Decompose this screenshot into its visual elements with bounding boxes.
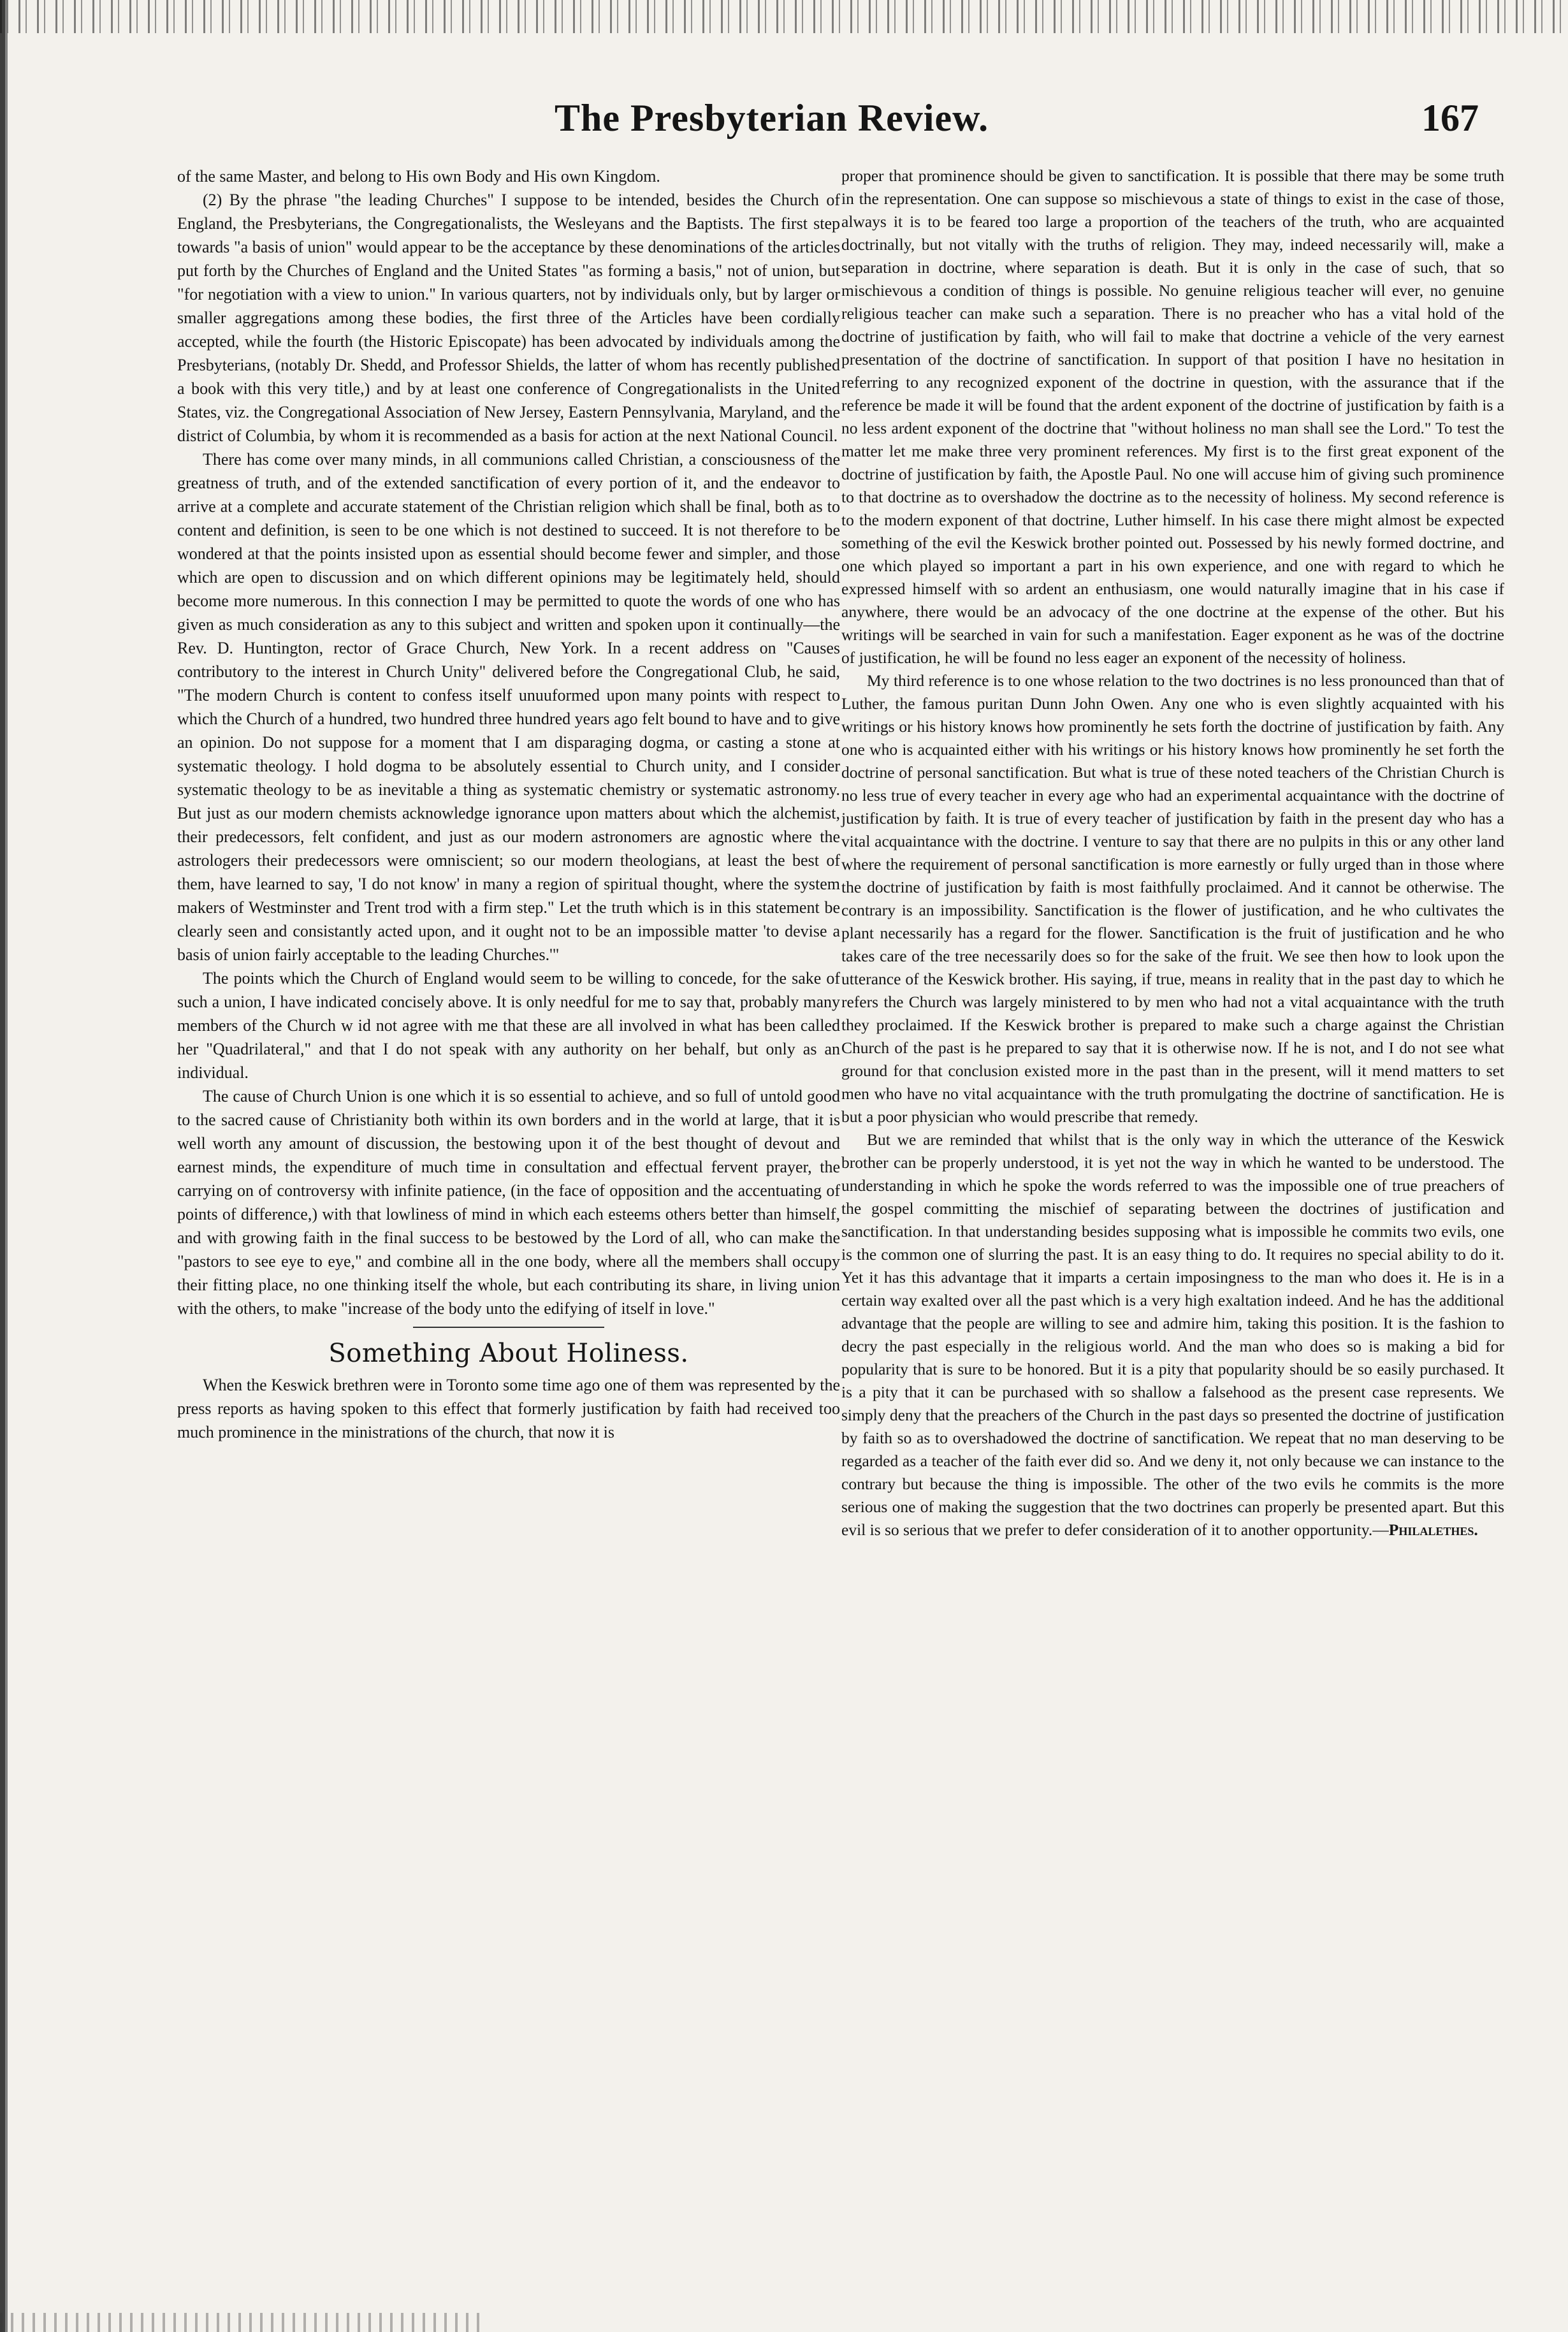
scan-edge-left [0, 0, 13, 2332]
paragraph-text: But we are reminded that whilst that is the only way in which the utterance of the Keswick brother can be properly understood, it is yet not the way in which he wanted to be understood. The understanding in which he spoke the words referred to was the impossible one of true preachers of the gospel committing the mischief of separating between the doctrines of justification and sanctification. In that understanding besides supposing what is impossible he commits two evils, one is the common one of slurring the past. It is an easy thing to do. It requires no special ability to do it. Yet it has this advantage that it imparts a certain imposingness to the man who does it. He is in a certain way exalted over all the past which is a very high exaltation indeed. And he has the additional advantage that the people are willing to see and admire him, taking this position. It is the fashion to decry the past especially in the religious world. And the man who does so is making a bid for popularity that is sure to be honored. But it is a pity that popularity should be so easily purchased. It is a pity that it can be purchased with so shallow a falsehood as the present case represents. We simply deny that the preachers of the Church in the past days so presented the doctrine of justification by faith so as to overshadowed the doctrine of sanctification. We repeat that no man deserving to be regarded as a teacher of the faith ever did so. And we deny it, not only because we can instance to the contrary but because the thing is impossible. The other of the two evils he commits is the more serious one of making the suggestion that the two doctrines can properly be presented apart. But this evil is so serious that we prefer to defer consideration of it to another opportunity.— [841, 1130, 1504, 1539]
left-column [177, 164, 840, 1444]
paragraph: There has come over many minds, in all communions called Christian, a consciousness of the greatness of truth, and of the extended sanctification of every portion of it, and the endeavor to arrive at a complete and accurate statement of the Christian religion which shall be final, both as to content and definition, is seen to be one which is not destined to succeed. It is not therefore to be wondered at that the points insisted upon as essential should become fewer and simpler, and those which are open to discussion and on which different opinions may be legitimately held, should become more numerous. In this connection I may be permitted to quote the words of one who has given as much consideration as any to this subject and written and spoken upon it continually—the Rev. D. Huntington, rector of Grace Church, New York. In a recent address on "Causes contributory to the interest in Church Unity" delivered before the Congregational Club, he said, "The modern Church is content to confess itself unuuformed upon many points with respect to which the Church of a hundred, two hundred three hundred years ago felt bound to have and to give an opinion. Do not suppose for a moment that I am disparaging dogma, or casting a stone at systematic theology. I hold dogma to be absolutely essential to Church unity, and I consider systematic theology to be as inevitable a thing as systematic chemistry or systematic astronomy. But just as our modern chemists acknowledge ignorance upon matters about which the alchemist, their predecessors, felt confident, and just as our modern astronomers are agnostic where the astrologers their predecessors were omniscient; so our modern theologians, at least the best of them, have learned to say, 'I do not know' in many a region of spiritual thought, where the system makers of Westminster and Trent trod with a firm step." Let the truth which is in this statement be clearly seen and consistantly acted upon, and it ought not to be an impossible matter 'to devise a basis of union fairly acceptable to the leading Churches.'" [177, 450, 840, 964]
journal-title: The Presbyterian Review. [555, 96, 989, 139]
page-number: 167 [1421, 96, 1479, 139]
paragraph: proper that prominence should be given to sanctification. It is possible that there may be some truth in the representation. One can suppose so mischievous a state of things to exist in the case of those, always it is to be feared too large a proportion of the teachers of the truth, who are acquainted doctrinally, but not vitally with the truths of religion. They may, indeed necessarily will, make a separation in doctrine, where separation is death. But it is only in the case of such, that so mischievous a condition of things is possible. No genuine religious teacher will ever, no genuine religious teacher can make such a separation. There is no preacher who has a vital hold of the doctrine of justification by faith, who will fail to make that doctrine a vehicle of the very earnest presentation of the doctrine of sanctification. In support of that position I have no hesitation in referring to any recognized exponent of the doctrine in question, with the assurance that if the reference be made it will be found that the ardent exponent of the doctrine of justification by faith is a no less ardent exponent of the doctrine that "without holiness no man shall see the Lord." To test the matter let me make three very prominent references. My first is to the first great exponent of the doctrine of justification by faith, the Apostle Paul. No one will accuse him of giving such prominence to that doctrine as to overshadow the doctrine as to the necessity of holiness. My second reference is to the modern exponent of that doctrine, Luther himself. In his case there might almost be expected something of the evil the Keswick brother pointed out. Possessed by his newly formed doctrine, and one which played so important a part in his own experience, and one with regard to which he expressed himself with so ardent an enthusiasm, one would naturally imagine that in his case if anywhere, there would be an advocacy of the one doctrine at the expense of the other. But his writings will be searched in vain for such a manifestation. Eager exponent as he was of the doctrine of justification, he will be found no less eager an exponent of the necessity of holiness. [841, 166, 1504, 667]
page-header [555, 89, 1479, 147]
paragraph: The cause of Church Union is one which it is so essential to achieve, and so full of untold good to the sacred cause of Christianity both within its own borders and in the world at large, that it is well worth any amount of discussion, the bestowing upon it of the best thought of devout and earnest minds, the expenditure of much time in consultation and effectual fervent prayer, the carrying on of controversy with infinite patience, (in the face of opposition and the accentuating of points of difference,) with that lowliness of mind in which each esteems others better than himself, and with growing faith in the final success to be bestowed by the Lord of all, who can make the "pastors to see eye to eye," and combine all in the one body, where all the members shall occupy their fitting place, no one thinking itself the whole, but each contributing its share, in living union with the others, to make "increase of the body unto the edifying of itself in love." [177, 1087, 840, 1318]
paragraph: The points which the Church of England would seem to be willing to concede, for the sake of such a union, I have indicated concisely above. It is only needful for me to say that, probably many members of the Church w id not agree with me that these are all involved in what has been called her "Quadrilateral," and that I do not speak with any authority on her behalf, but only as an individual. [177, 969, 840, 1082]
section-divider [413, 1327, 604, 1328]
section-heading: Something About Holiness. [328, 1339, 689, 1368]
paragraph: of the same Master, and belong to His own Body and His own Kingdom. [177, 167, 660, 186]
paragraph: (2) By the phrase "the leading Churches" I suppose to be intended, besides the Church of England, the Presbyterians, the Congregationalists, the Wesleyans and the Baptists. The first step towards "a basis of union" would appear to be the acceptance by these denominations of the articles put forth by the Churches of England and the United States "as forming a basis," not of union, but "for negotiation with a view to union." In various quarters, not by individuals only, but by larger or smaller aggregations among these bodies, the first three of the Articles have been cordially accepted, while the fourth (the Historic Episcopate) has been advocated by individuals among the Presbyterians, (notably Dr. Shedd, and Professor Shields, the latter of whom has recently published a book with this very title,) and by at least one conference of Congregationalists in the United States, viz. the Congregational Association of New Jersey, Eastern Pennsylvania, Maryland, and the district of Columbia, by whom it is recommended as a basis for action at the next National Council. [177, 191, 840, 445]
right-column [841, 164, 1504, 1541]
scan-edge-bottom [0, 2313, 484, 2332]
paragraph [841, 1128, 1504, 1541]
scan-edge-top [0, 0, 1568, 33]
paragraph: When the Keswick brethren were in Toronto some time ago one of them was represented by the press reports as having spoken to this effect that formerly justification by faith had received too much prominence in the ministrations of the church, that now it is [177, 1376, 840, 1441]
paragraph: My third reference is to one whose relation to the two doctrines is no less pronounced than that of Luther, the famous puritan Dunn John Owen. Any one who is even slightly acquainted with his writings or his history knows how prominently he sets forth the doctrine of justification by faith. Any one who is acquainted either with his writings or his history knows how prominently he set forth the doctrine of personal sanctification. But what is true of these noted teachers of the Christian Church is no less true of every teacher in every age who had an experimental acquaintance with the doctrine of justification by faith. It is true of every teacher of justification by faith in the present day who has a vital acquaintance with the doctrine. I venture to say that there are no pulpits in this or any other land where the requirement of personal sanctification is more earnestly or fully urged than in those where the doctrine of justification by faith is most faithfully proclaimed. And it cannot be otherwise. The contrary is an impossibility. Sanctification is the flower of justification, and he who cultivates the plant necessarily has a regard for the flower. Sanctification is the fruit of justification and he who takes care of the tree necessarily does so for the sake of the fruit. We see then how to look upon the utterance of the Keswick brother. His saying, if true, means in reality that in the past day to which he refers the Church was largely ministered to by men who had not a vital acquaintance with the truth they proclaimed. If the Keswick brother is prepared to make such a charge against the Christian Church of the past is he prepared to say that it is otherwise now. If he is not, and I do not see what ground for that conclusion existed more in the past than in the present, will it mend matters to set men who have no vital acquaintance with the truth promulgating the doctrine of sanctification. He is but a poor physician who would prescribe that remedy. [841, 671, 1504, 1126]
author-signature: Philalethes. [1388, 1520, 1478, 1539]
